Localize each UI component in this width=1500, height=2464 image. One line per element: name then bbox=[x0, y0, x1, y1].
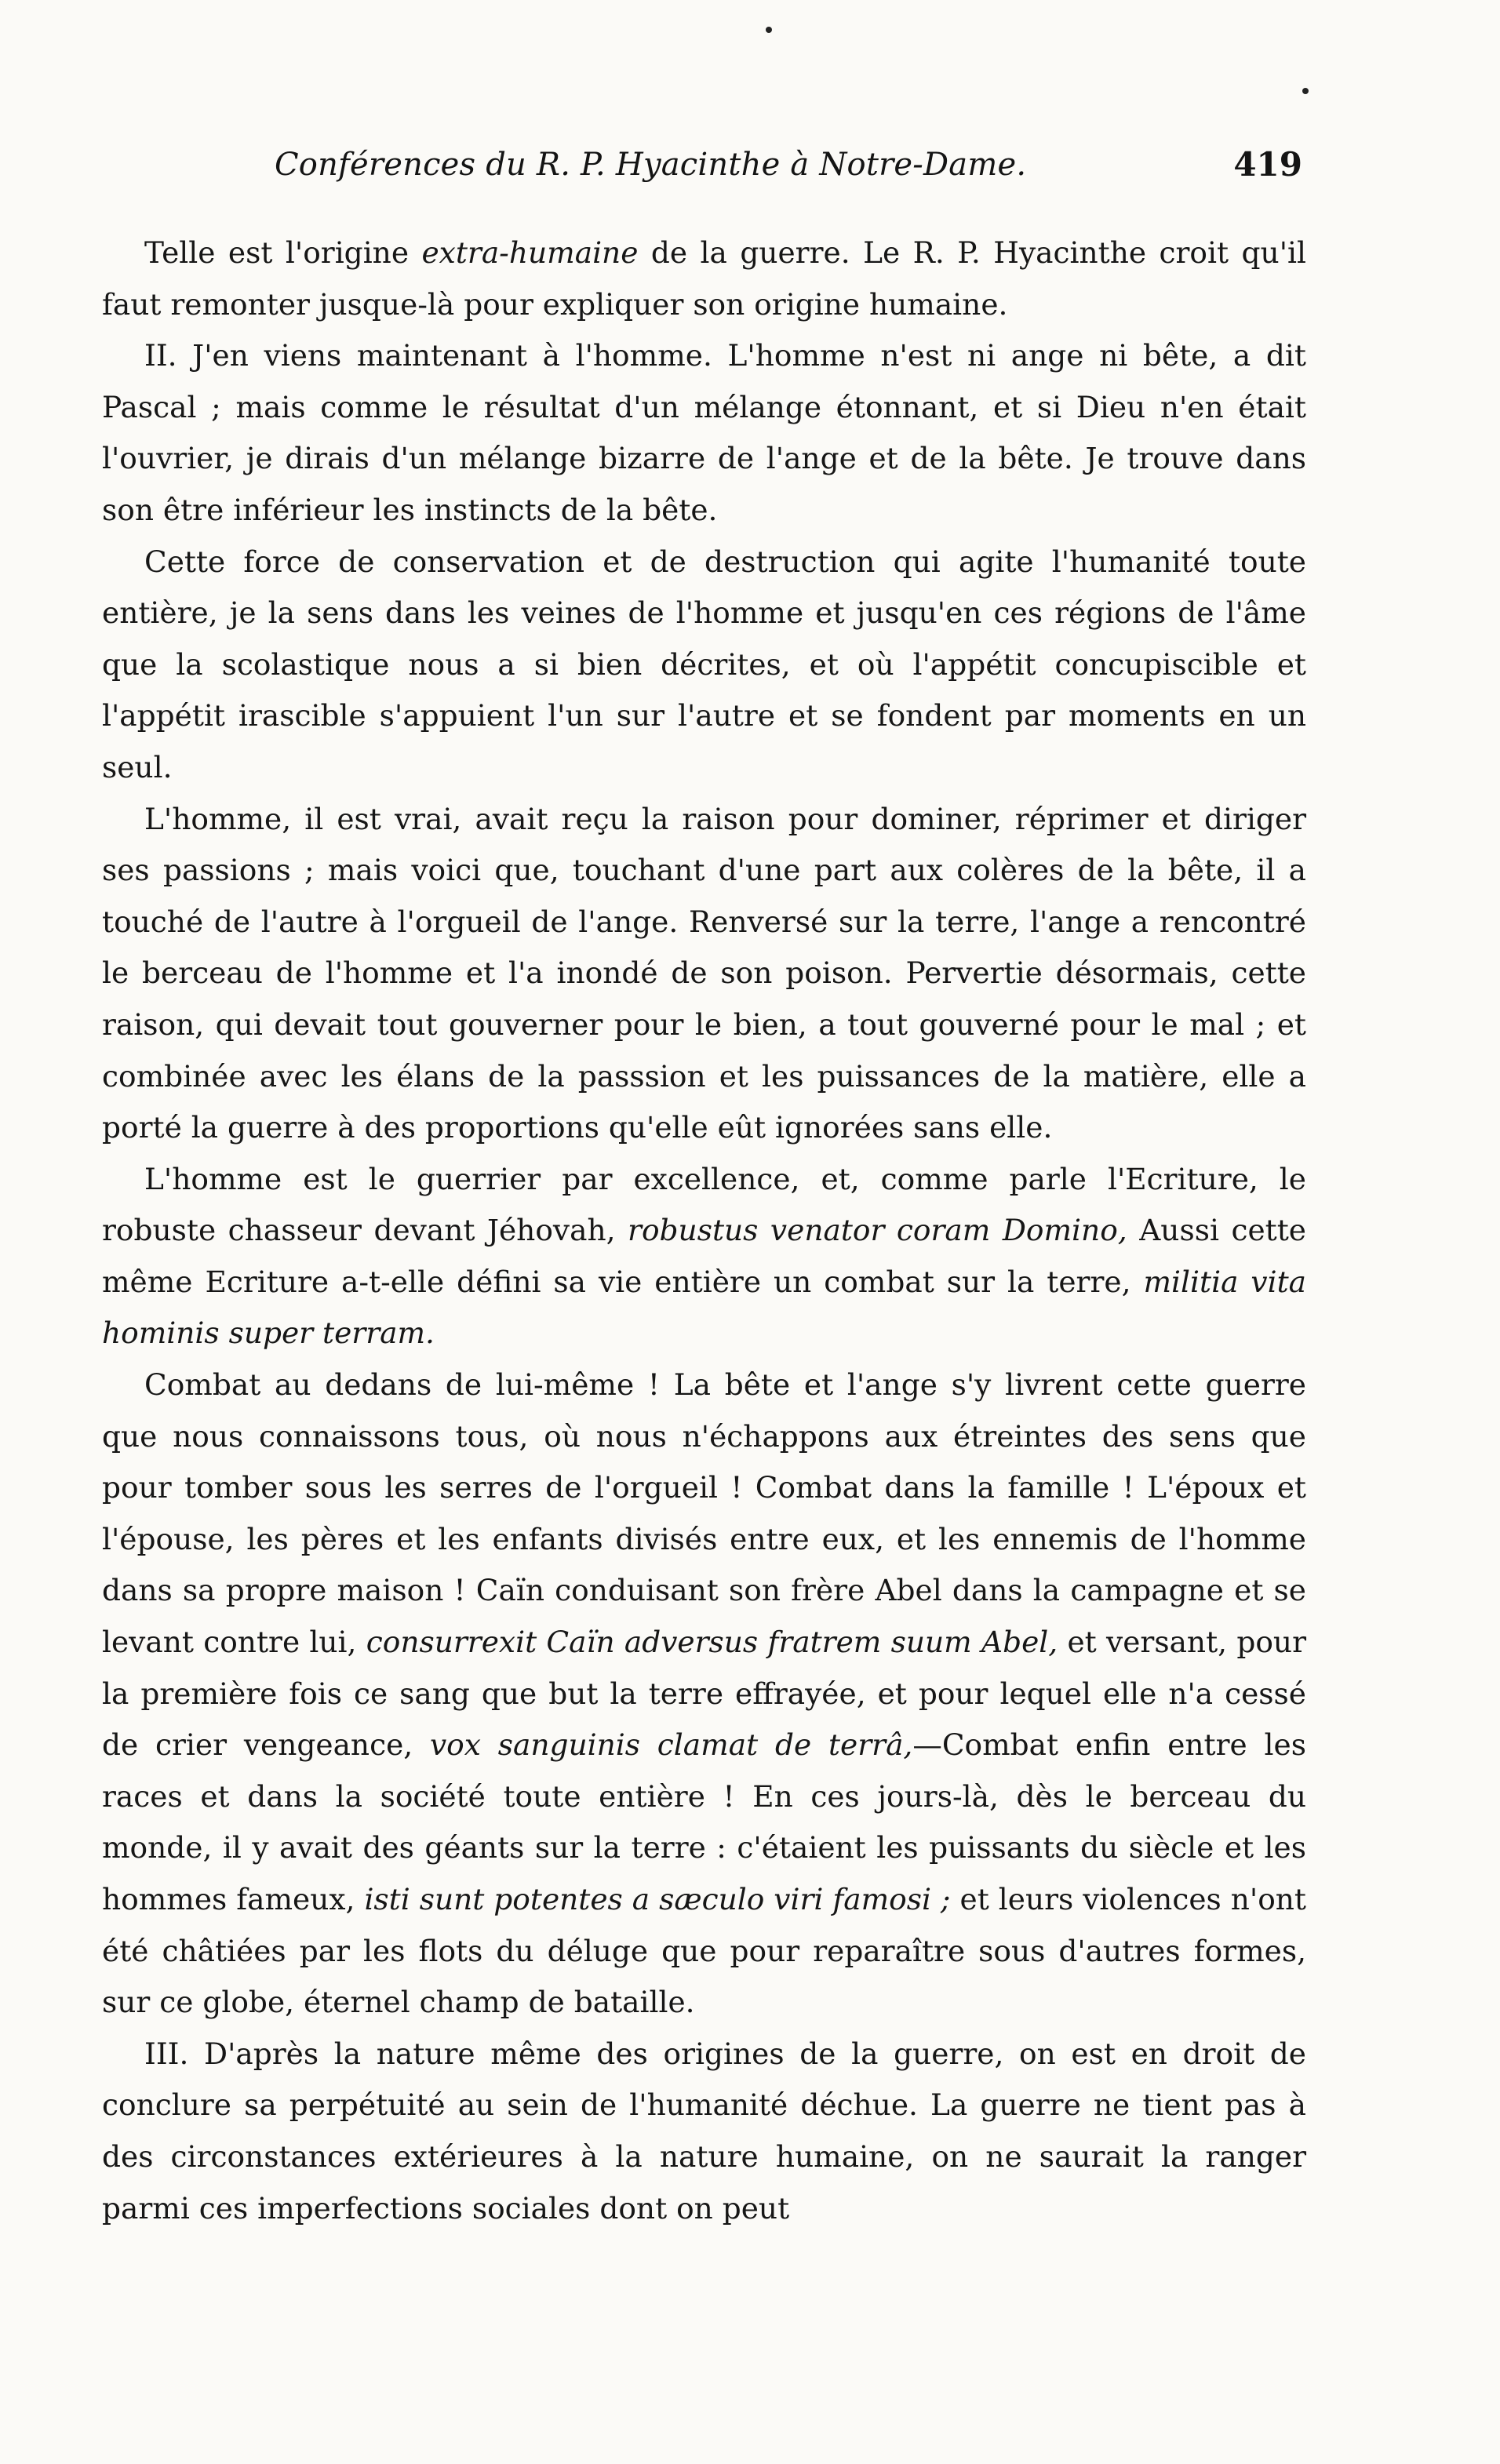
text-run: de la guerre. Le R. P. Hyacinthe croit qu'il faut remonter jusque-là pour expliquer son origine humaine. bbox=[102, 235, 1306, 322]
text-run: III. D'après la nature même des origines de la guerre, on est en droit de conclure sa perpétuité au sein de l'humanité déchue. La guerre ne tient pas à des circonstances extérieures à la nature humaine, on ne saurait la ranger parmi ces imperfections sociales dont on peut bbox=[102, 2036, 1306, 2226]
text-run: et versant, pour la première fois ce sang que but la terre effrayée, et pour lequel elle n'a cessé de crier vengeance, bbox=[102, 1625, 1307, 1763]
paragraph bbox=[102, 1154, 1306, 1359]
italic-text: vox sanguinis clamat de terrâ, bbox=[430, 1727, 913, 1763]
italic-text: extra-humaine bbox=[421, 235, 639, 270]
ink-speck bbox=[766, 27, 772, 33]
ink-speck bbox=[1302, 88, 1309, 94]
text-run: et leurs violences n'ont été châtiées par les flots du déluge que pour reparaître sous d'autres formes, sur ce globe, éternel champ de bataille. bbox=[102, 1882, 1306, 2020]
italic-text: consurrexit Caïn adversus fratrem suum Abel, bbox=[366, 1625, 1058, 1660]
text-run: —Combat enfin entre les races et dans la société toute entière ! En ces jours-là, dès le berceau du monde, il y avait des géants sur la terre : c'étaient les puissants du siècle et les hommes fameux, bbox=[102, 1727, 1306, 1916]
body-text bbox=[102, 227, 1306, 2234]
text-run: Aussi cette même Ecriture a-t-elle défini sa vie entière un combat sur la terre, bbox=[102, 1213, 1306, 1299]
italic-text: isti sunt potentes a sæculo viri famosi ; bbox=[364, 1882, 951, 1916]
page-number: 419 bbox=[1233, 145, 1302, 184]
paragraph bbox=[102, 330, 1306, 536]
paragraph bbox=[102, 794, 1306, 1154]
text-run: Cette force de conservation et de destruction qui agite l'humanité toute entière, je la sens dans les veines de l'homme et jusqu'en ces régions de l'âme que la scolastique nous a si bien décrites, et où l'appétit concupiscible et l'appétit irascible s'appuient l'un sur l'autre et se fondent par moments en un seul. bbox=[102, 544, 1306, 784]
text-run: Telle est l'origine bbox=[144, 235, 422, 270]
page-header bbox=[267, 141, 1302, 188]
text-run: L'homme est le guerrier par excellence, et, comme parle l'Ecriture, le robuste chasseur devant Jéhovah, bbox=[102, 1161, 1306, 1248]
italic-text: militia vita hominis super terram. bbox=[102, 1264, 1306, 1351]
text-run: L'homme, il est vrai, avait reçu la raison pour dominer, réprimer et diriger ses passions ; mais voici que, touchant d'une part aux colères de la bête, il a touché de l'autre à l'orgueil de l'ange. Renversé sur la terre, l'ange a rencontré le berceau de l'homme et l'a inondé de son poison. Pervertie désormais, cette raison, qui devait tout gouverner pour le bien, a tout gouverné pour le mal ; et combinée avec les élans de la passsion et les puissances de la matière, elle a porté la guerre à des proportions qu'elle eût ignorées sans elle. bbox=[102, 801, 1306, 1145]
text-run: Combat au dedans de lui-même ! La bête et l'ange s'y livrent cette guerre que nous connaissons tous, où nous n'échappons aux étreintes des sens que pour tomber sous les serres de l'orgueil ! Combat dans la famille ! L'époux et l'épouse, les pères et les enfants divisés entre eux, et les ennemis de l'homme dans sa propre maison ! Caïn conduisant son frère Abel dans la campagne et se levant contre lui, bbox=[102, 1367, 1306, 1660]
text-run: II. J'en viens maintenant à l'homme. L'homme n'est ni ange ni bête, a dit Pascal ; mais comme le résultat d'un mélange étonnant, et si Dieu n'en était l'ouvrier, je dirais d'un mélange bizarre de l'ange et de la bête. Je trouve dans son être inférieur les instincts de la bête. bbox=[102, 338, 1306, 527]
paragraph bbox=[102, 1359, 1306, 2029]
paragraph bbox=[102, 2029, 1306, 2234]
running-head: Conférences du R. P. Hyacinthe à Notre-Dame. bbox=[275, 147, 1027, 183]
paragraph bbox=[102, 537, 1306, 794]
italic-text: robustus venator coram Domino, bbox=[628, 1213, 1127, 1248]
paragraph bbox=[102, 227, 1306, 330]
